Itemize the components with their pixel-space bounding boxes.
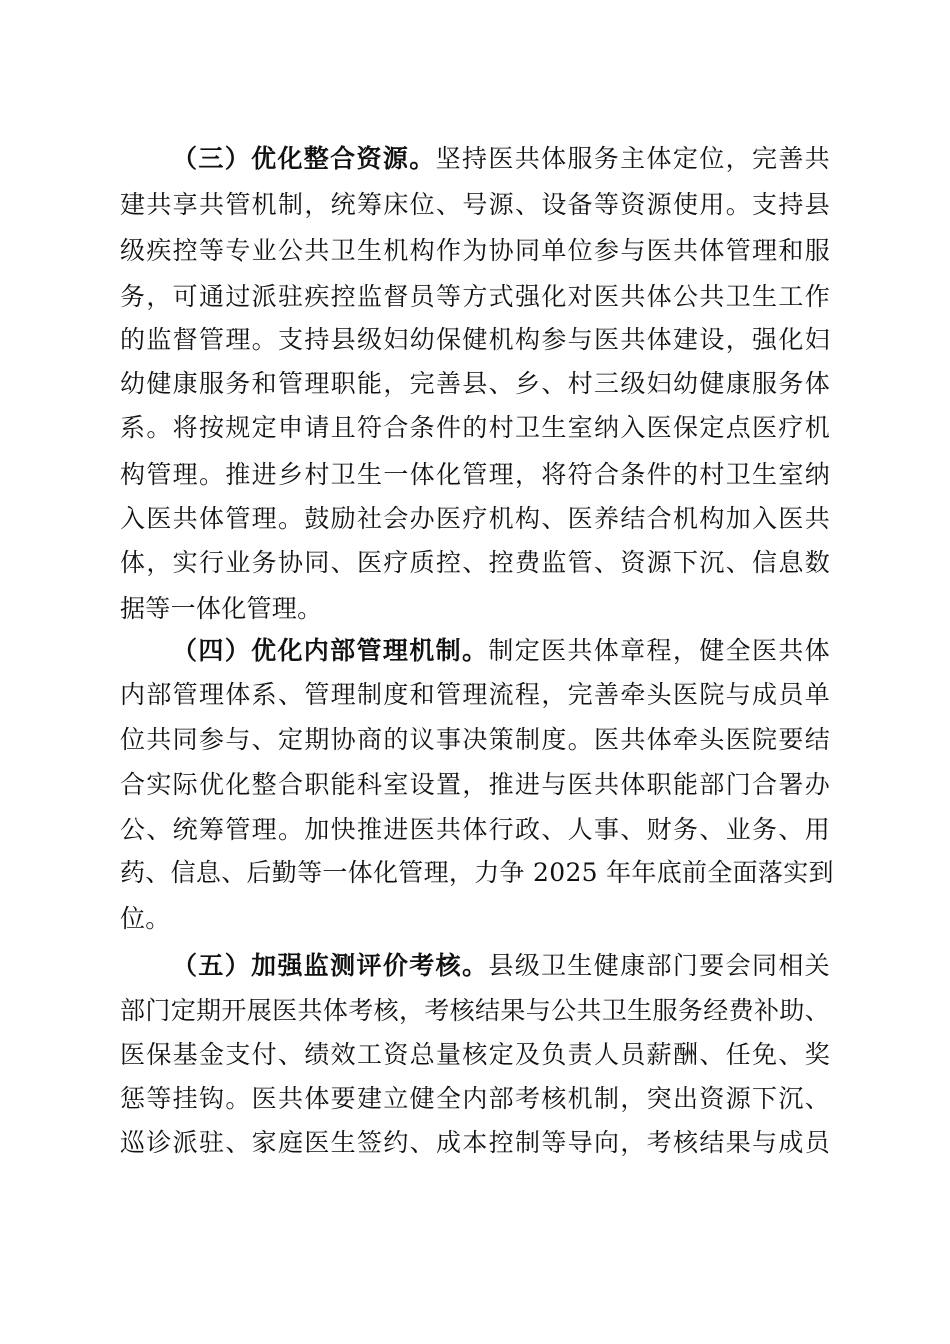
paragraph-line [172,944,830,988]
paragraph-line: 位共同参与、定期协商的议事决策制度。医共体牵头医院要结 [120,725,830,754]
paragraph-line: 药、信息、后勤等一体化管理，力争 2025 年年底前全面落实到 [120,858,834,887]
paragraph-line: 幼健康服务和管理职能，完善县、乡、村三级妇幼健康服务体 [120,369,830,398]
paragraph-text: 县级卫生健康部门要会同相关 [488,951,830,980]
paragraph-line: 内部管理体系、管理制度和管理流程，完善牵头医院与成员单 [120,680,830,709]
paragraph-line [172,137,830,181]
paragraph-line: 公、统筹管理。加快推进医共体行政、人事、财务、业务、用 [120,815,830,844]
paragraph-line: 系。将按规定申请且符合条件的村卫生室纳入医保定点医疗机 [120,413,830,442]
section-heading: （三）优化整合资源。 [172,144,436,173]
paragraph-line: 位。 [120,904,171,933]
paragraph-line: 入医共体管理。鼓励社会办医疗机构、医养结合机构加入医共 [120,504,830,533]
paragraph-line: 据等一体化管理。 [120,594,323,623]
paragraph-line [172,629,830,673]
paragraph-text: 坚持医共体服务主体定位，完善共 [435,144,830,173]
paragraph-line: 建共享共管机制，统筹床位、号源、设备等资源使用。支持县 [120,190,830,219]
section-heading: （四）优化内部管理机制。 [172,636,489,665]
paragraph-line: 体，实行业务协同、医疗质控、控费监管、资源下沉、信息数 [120,548,830,577]
paragraph-line: 医保基金支付、绩效工资总量核定及负责人员薪酬、任免、奖 [120,1040,830,1069]
paragraph-line: 合实际优化整合职能科室设置，推进与医共体职能部门合署办 [120,770,830,799]
paragraph-line: 务，可通过派驻疾控监督员等方式强化对医共体公共卫生工作 [120,282,830,311]
paragraph-line: 构管理。推进乡村卫生一体化管理，将符合条件的村卫生室纳 [120,460,830,489]
paragraph-line: 级疾控等专业公共卫生机构作为协同单位参与医共体管理和服 [120,236,830,265]
paragraph-line: 巡诊派驻、家庭医生签约、成本控制等导向，考核结果与成员 [120,1128,830,1157]
paragraph-line: 的监督管理。支持县级妇幼保健机构参与医共体建设，强化妇 [120,325,830,354]
section-heading: （五）加强监测评价考核。 [172,951,489,980]
paragraph-line: 惩等挂钩。医共体要建立健全内部考核机制，突出资源下沉、 [120,1084,830,1113]
paragraph-text: 制定医共体章程，健全医共体 [488,636,830,665]
paragraph-line: 部门定期开展医共体考核，考核结果与公共卫生服务经费补助、 [120,996,830,1025]
